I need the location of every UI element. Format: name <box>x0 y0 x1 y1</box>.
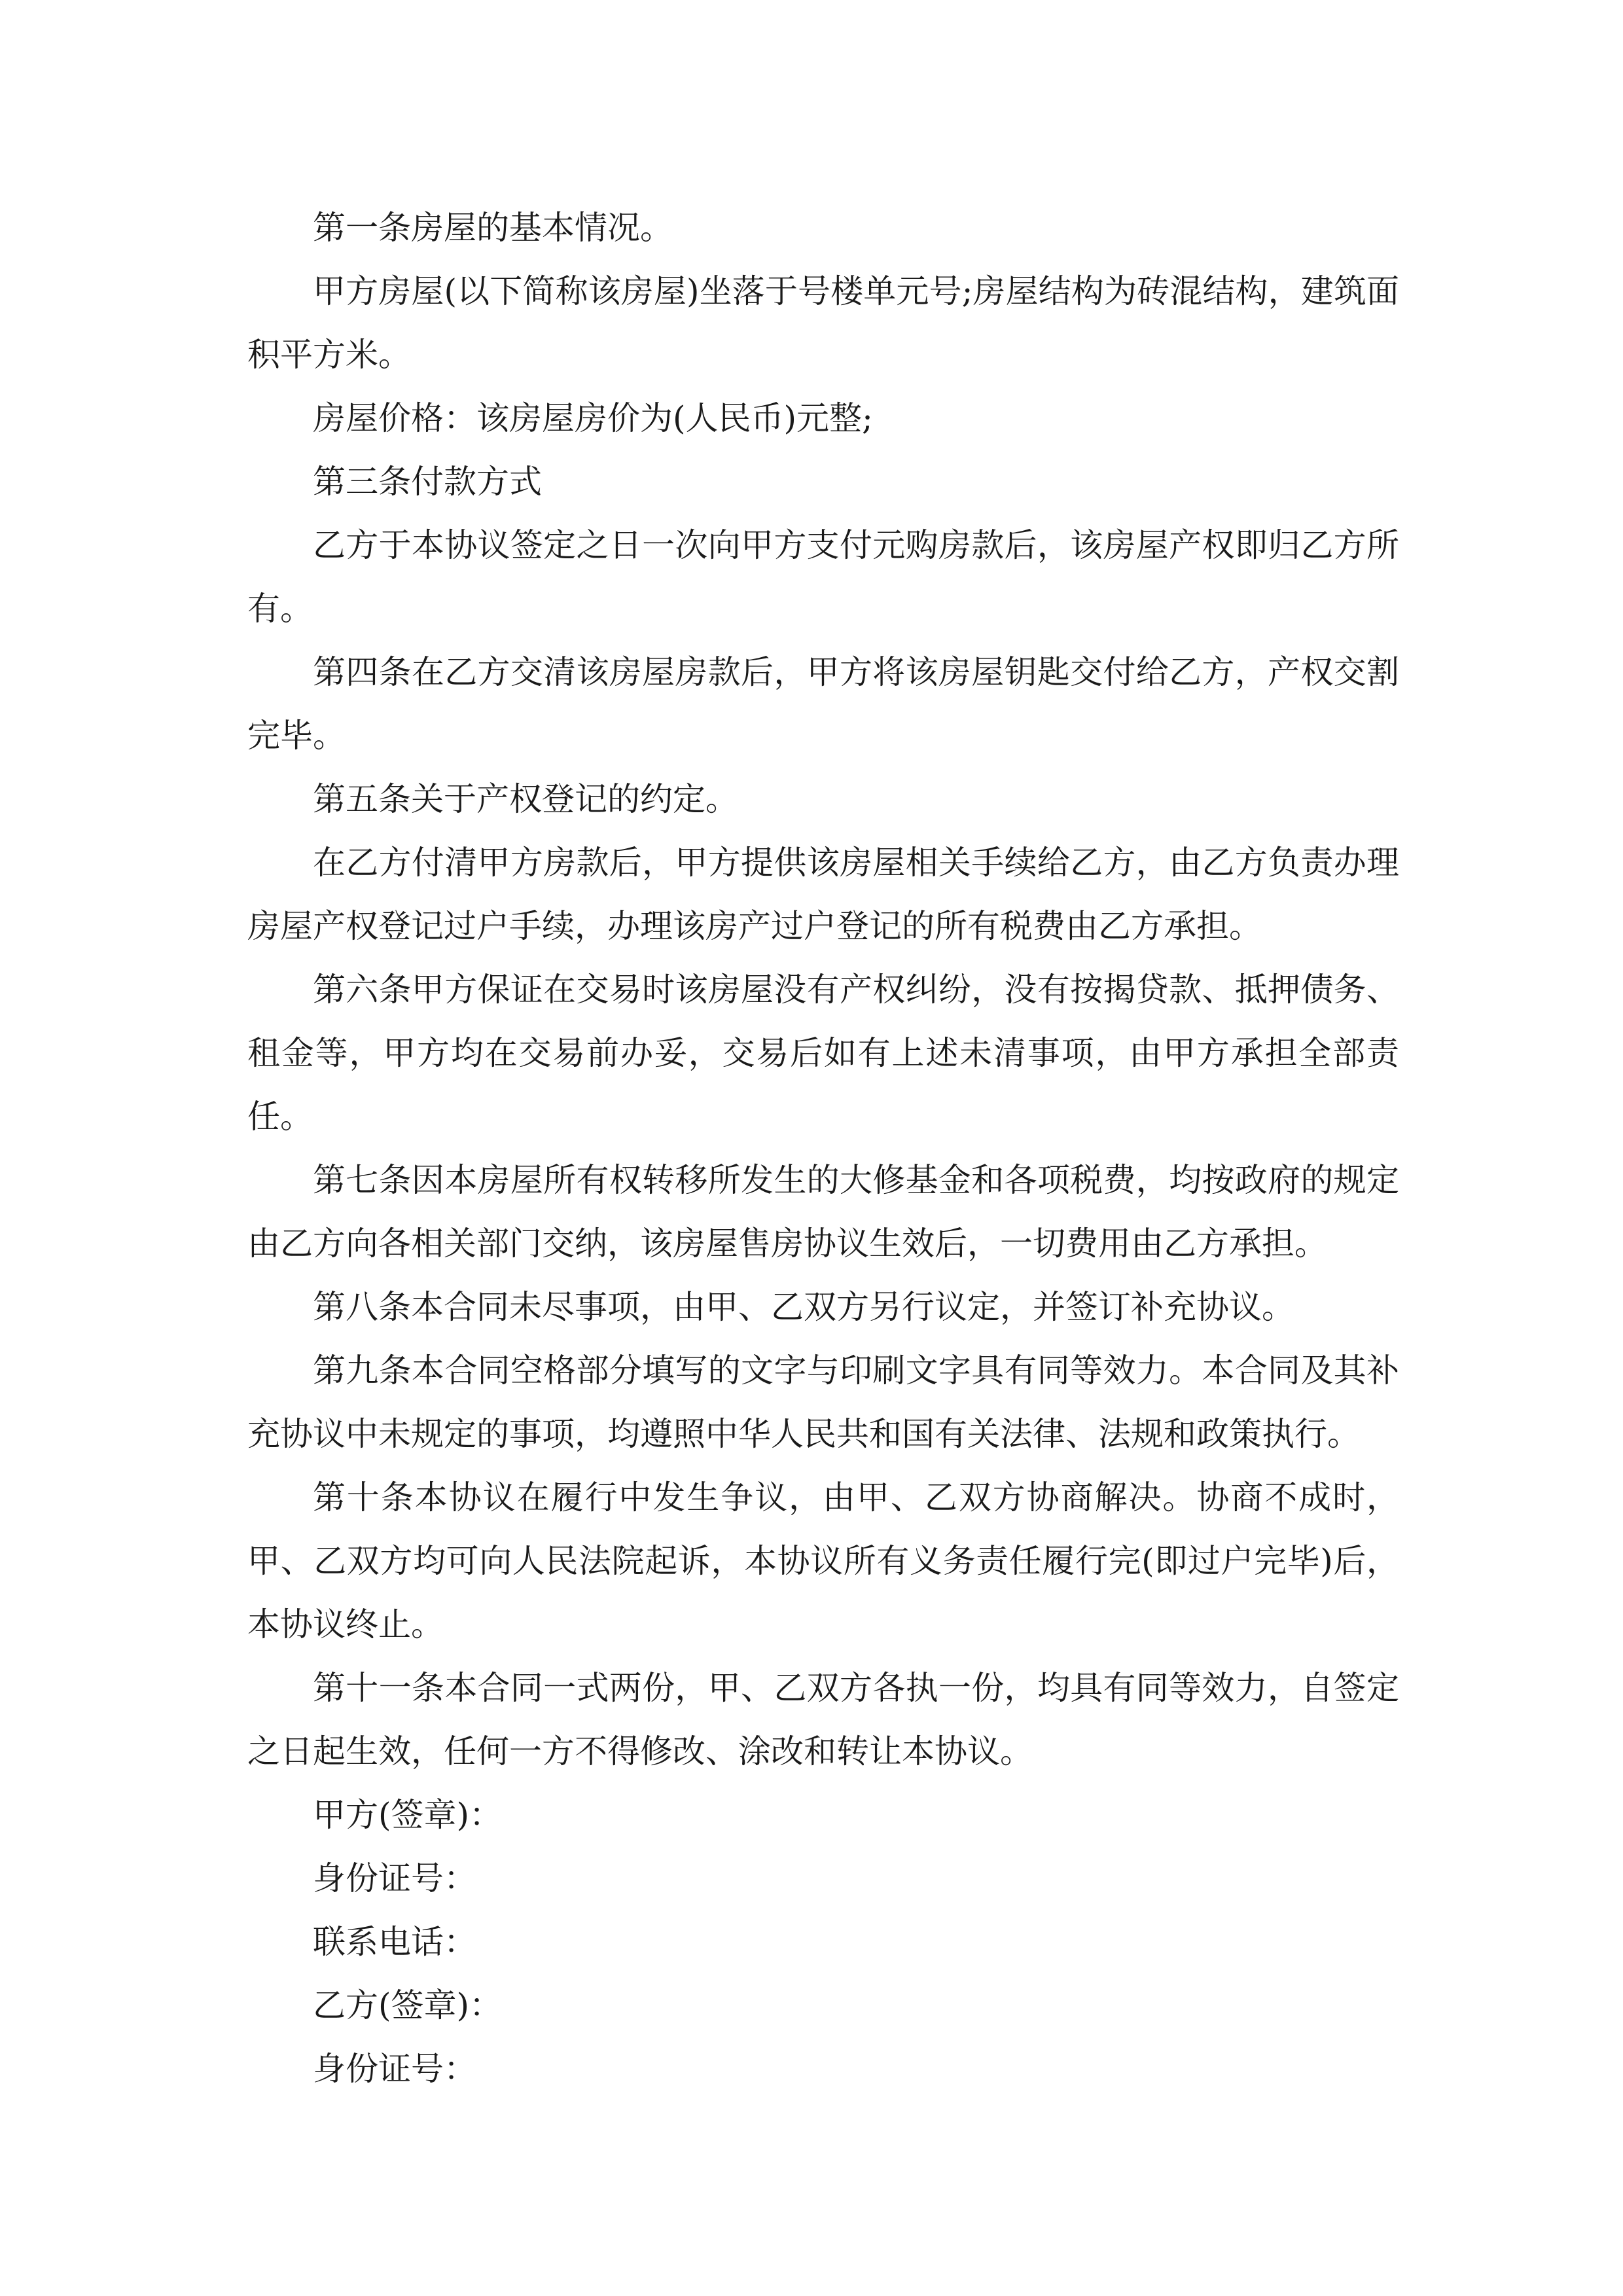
contract-body <box>247 196 1399 2101</box>
clause-3-payment: 乙方于本协议签定之日一次向甲方支付元购房款后，该房屋产权即归乙方所有。 <box>247 526 1399 628</box>
clause-price: 房屋价格：该房屋房价为(人民币)元整; <box>313 399 873 437</box>
party-a-phone-field: 联系电话： <box>313 1923 476 1961</box>
party-b-id-field: 身份证号： <box>313 2050 476 2088</box>
clause-8: 第八条本合同未尽事项，由甲、乙双方另行议定，并签订补充协议。 <box>313 1288 1294 1326</box>
clause-5-registration: 在乙方付清甲方房款后，甲方提供该房屋相关手续给乙方，由乙方负责办理房屋产权登记过户手续，办理该房产过户登记的所有税费由乙方承担。 <box>247 844 1399 945</box>
clause-6: 第六条甲方保证在交易时该房屋没有产权纠纷，没有按揭贷款、抵押债务、租金等，甲方均在交易前办妥，交易后如有上述未清事项，由甲方承担全部责任。 <box>247 971 1399 1136</box>
clause-7: 第七条因本房屋所有权转移所发生的大修基金和各项税费，均按政府的规定由乙方向各相关部门交纳，该房屋售房协议生效后，一切费用由乙方承担。 <box>247 1161 1399 1263</box>
clause-5-heading: 第五条关于产权登记的约定。 <box>313 780 738 818</box>
party-b-signature-field: 乙方(签章)： <box>313 1986 503 2024</box>
party-a-signature-field: 甲方(签章)： <box>313 1796 503 1834</box>
clause-11: 第十一条本合同一式两份，甲、乙双方各执一份，均具有同等效力，自签定之日起生效，任何一方不得修改、涂改和转让本协议。 <box>247 1669 1399 1770</box>
party-a-id-field: 身份证号： <box>313 1859 476 1897</box>
clause-1-location: 甲方房屋(以下简称该房屋)坐落于号楼单元号;房屋结构为砖混结构，建筑面积平方米。 <box>247 272 1399 374</box>
clause-10: 第十条本协议在履行中发生争议，由甲、乙双方协商解决。协商不成时，甲、乙双方均可向人民法院起诉，本协议所有义务责任履行完(即过户完毕)后，本协议终止。 <box>247 1479 1399 1643</box>
clause-1-heading: 第一条房屋的基本情况。 <box>313 209 673 247</box>
clause-9: 第九条本合同空格部分填写的文字与印刷文字具有同等效力。本合同及其补充协议中未规定的事项，均遵照中华人民共和国有关法律、法规和政策执行。 <box>247 1352 1399 1453</box>
clause-3-heading: 第三条付款方式 <box>313 463 542 501</box>
clause-4: 第四条在乙方交清该房屋房款后，甲方将该房屋钥匙交付给乙方，产权交割完毕。 <box>247 653 1399 755</box>
